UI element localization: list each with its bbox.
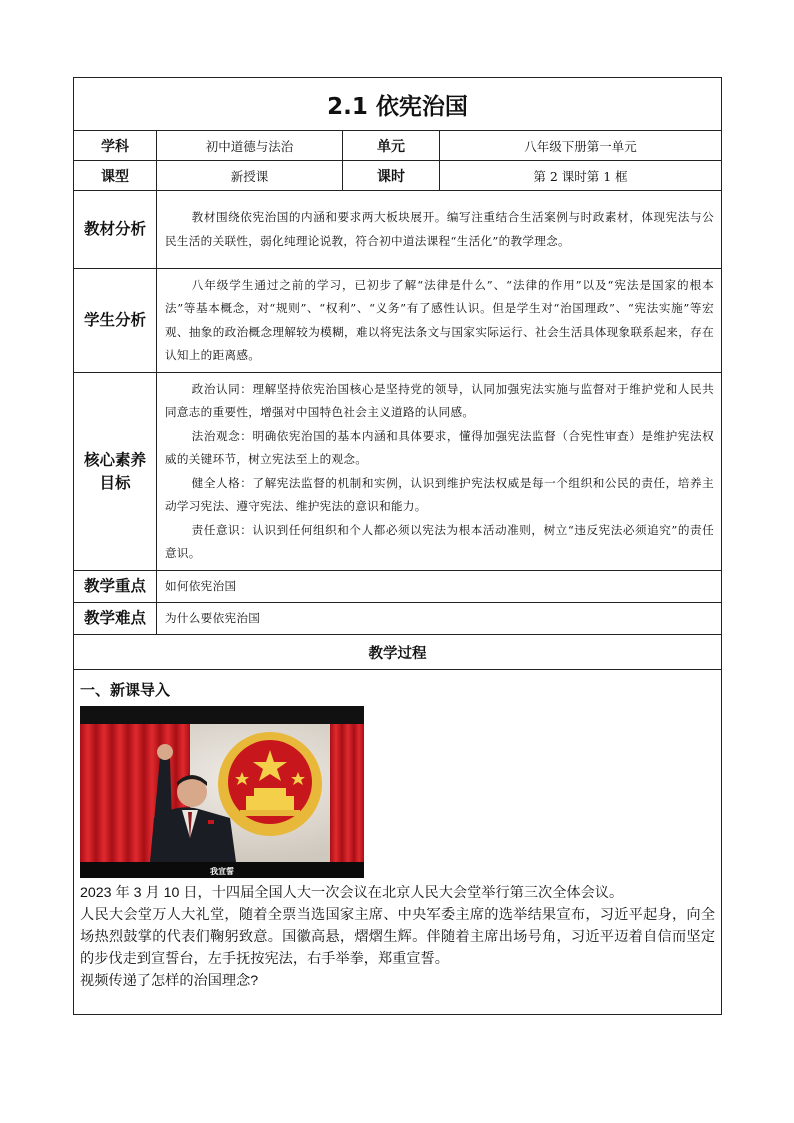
teaching-process-cell	[74, 670, 722, 1015]
intro-paragraph-scene: 人民大会堂万人大礼堂，随着全票当选国家主席、中央军委主席的选举结果宣布，习近平起身，向全场热烈鼓掌的代表们鞠躬致意。国徽高悬，熠熠生辉。伴随着主席出场号角，习近平迈着自信而坚定的步伐走到宣誓台，左手抚按宪法，右手举拳，郑重宣誓。	[80, 907, 716, 967]
core-literacy-label	[74, 373, 157, 571]
student-analysis-text: 八年级学生通过之前的学习，已初步了解“法律是什么”、“法律的作用”以及“宪法是国家的根本法”等基本概念，对“规则”、“权利”、“义务”有了感性认识。但是学生对“治国理政”、“宪法实施”等宏观、抽象的政治概念理解较为模糊，难以将宪法条文与国家实际运行、社会生活具体现象联系起来，存在认知上的距离感。	[165, 277, 715, 362]
unit-label: 单元	[343, 131, 440, 161]
section-intro-title: 一、新课导入	[80, 681, 171, 699]
red-curtain-right	[330, 724, 364, 862]
lesson-type-value: 新授课	[157, 161, 343, 191]
oath-video-frame	[80, 706, 364, 878]
lesson-type-label: 课型	[74, 161, 157, 191]
student-analysis-label: 学生分析	[74, 269, 157, 373]
page-title: 2.1 依宪治国	[74, 78, 722, 131]
intro-narrative	[80, 882, 715, 992]
textbook-analysis-cell	[157, 191, 722, 269]
subject-label: 学科	[74, 131, 157, 161]
key-point-label: 教学重点	[74, 571, 157, 603]
difficult-point-label: 教学难点	[74, 603, 157, 635]
textbook-analysis-label: 教材分析	[74, 191, 157, 269]
intro-paragraph-date: 2023 年 3 月 10 日，十四届全国人大一次会议在北京人民大会堂举行第三次全体会议。	[80, 885, 624, 901]
key-point-text: 如何依宪治国	[157, 571, 722, 603]
video-caption: 我宣誓	[210, 867, 234, 876]
textbook-analysis-text: 教材围绕依宪治国的内涵和要求两大板块展开。编写注重结合生活案例与时政素材，体现宪法与公民生活的关联性，弱化纯理论说教，符合初中道法课程“生活化”的教学理念。	[165, 210, 715, 248]
period-value: 第 2 课时第 1 框	[440, 161, 722, 191]
teaching-process-heading: 教学过程	[74, 635, 722, 670]
intro-question: 视频传递了怎样的治国理念?	[80, 973, 259, 989]
student-analysis-cell	[157, 269, 722, 373]
literacy-responsibility: 责任意识：认识到任何组织和个人都必须以宪法为根本活动准则，树立“违反宪法必须追究”的责任意识。	[165, 522, 715, 560]
subject-value: 初中道德与法治	[157, 131, 343, 161]
lesson-plan-page	[73, 77, 721, 1015]
core-literacy-cell	[157, 373, 722, 571]
unit-value: 八年级下册第一单元	[440, 131, 722, 161]
literacy-political: 政治认同：理解坚持依宪治国核心是坚持党的领导，认同加强宪法实施与监督对于维护党和人民共同意志的重要性，增强对中国特色社会主义道路的认同感。	[165, 381, 715, 419]
core-literacy-label-line2: 目标	[99, 473, 131, 492]
oath-scene-image	[80, 706, 364, 878]
literacy-rule-of-law: 法治观念：明确依宪治国的基本内涵和具体要求，懂得加强宪法监督（合宪性审查）是维护宪法权威的关键环节，树立宪法至上的观念。	[165, 428, 715, 466]
literacy-personality: 健全人格：了解宪法监督的机制和实例，认识到维护宪法权威是每一个组织和公民的责任，培养主动学习宪法、遵守宪法、维护宪法的意识和能力。	[165, 475, 715, 513]
core-literacy-label-line1: 核心素养	[83, 450, 146, 469]
lesson-plan-table	[73, 77, 722, 1015]
national-emblem-icon	[218, 732, 322, 836]
difficult-point-text: 为什么要依宪治国	[157, 603, 722, 635]
period-label: 课时	[343, 161, 440, 191]
